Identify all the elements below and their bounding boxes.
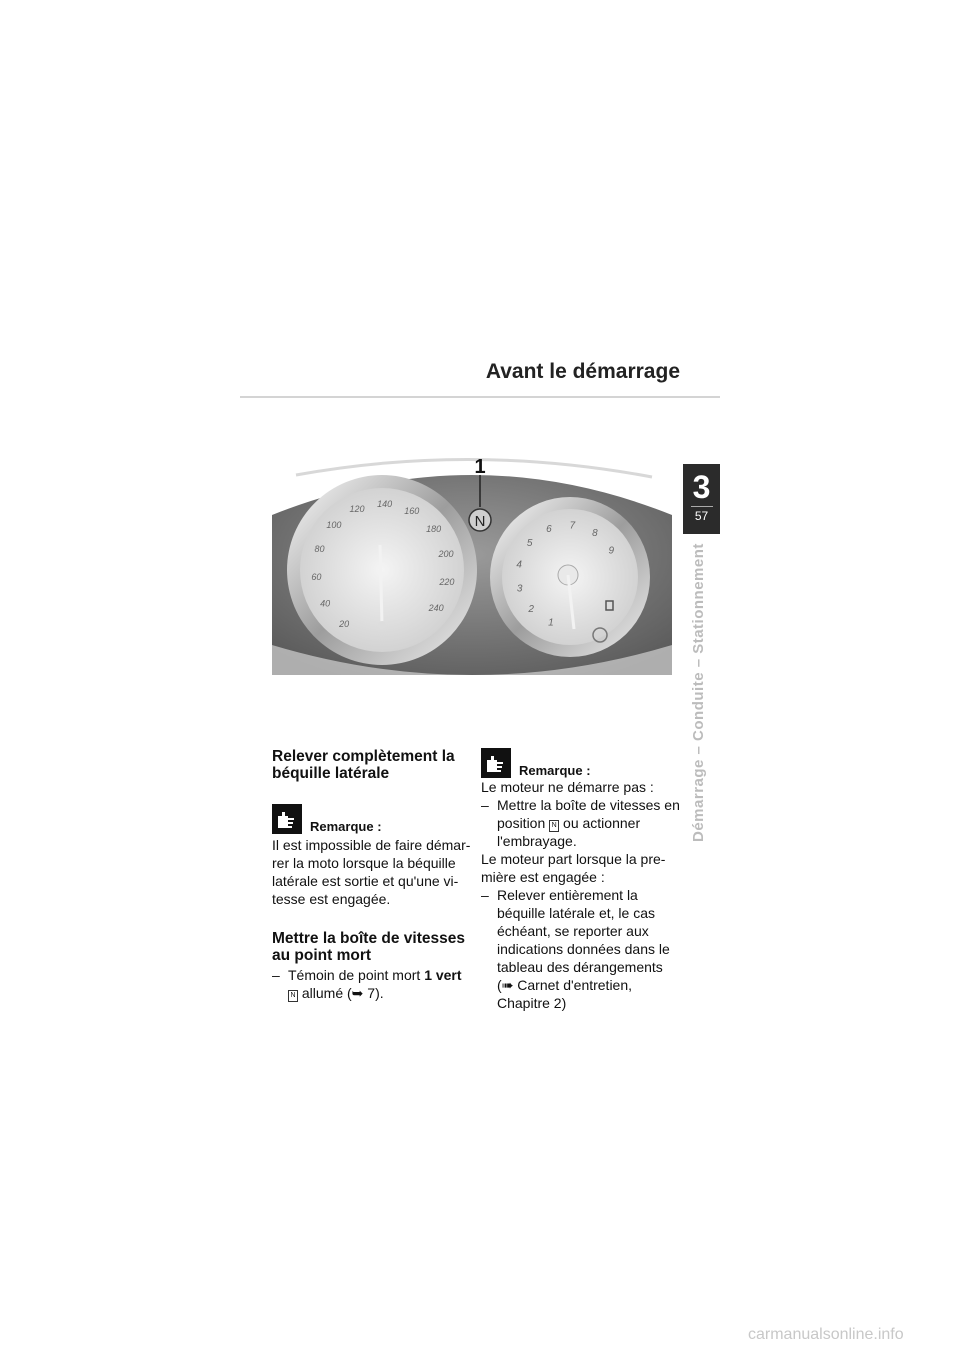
speedometer-tick-label: 40 (320, 598, 331, 609)
tachometer-tick-label: 7 (569, 520, 576, 532)
note-block-right (481, 748, 681, 778)
page-title: Avant le démarrage (485, 360, 680, 383)
chapter-tab-divider (691, 506, 713, 507)
tachometer-tick-label: 2 (528, 604, 534, 616)
right-column (481, 748, 681, 1012)
footer-watermark: carmanualsonline.info (748, 1326, 904, 1343)
tachometer-tick-label: 3 (516, 583, 523, 595)
tachometer-tick-label: 5 (526, 538, 533, 550)
note-hand-icon (481, 748, 511, 778)
speedometer-tick-label: 120 (349, 503, 365, 514)
speedometer-tick-label: 160 (404, 506, 420, 517)
note-hand-icon (272, 804, 302, 834)
speedometer-tick-label: 80 (314, 543, 325, 554)
instruction-neutral-or-clutch: – Mettre la boîte de vitesses en position N ou actionner l'embrayage. (481, 796, 681, 850)
instrument-cluster-figure (272, 445, 672, 675)
header-divider (240, 396, 720, 398)
tachometer-tick-label: 9 (608, 545, 615, 557)
speedometer-tick-label: 200 (438, 548, 454, 559)
instruction-raise-sidestand: – Relever entièrement la béquille latérale et, le cas échéant, se reporter aux indications données dans le tableau des dérangements (➠ Carnet d'entretien, Chapitre 2) (481, 886, 681, 1012)
speedometer-tick-label: 140 (377, 499, 393, 510)
speedometer-tick-label: 180 (426, 523, 442, 534)
chapter-side-label: Démarrage – Conduite – Stationnement (690, 543, 707, 842)
neutral-indicator-instruction: – Témoin de point mort 1 vert N allumé (➥ 7). (272, 966, 472, 1002)
neutral-symbol-icon: N (549, 820, 559, 832)
note-header (272, 804, 472, 834)
left-column (272, 748, 472, 1002)
chapter-tab (683, 464, 720, 534)
neutral-indicator-letter: N (474, 513, 486, 530)
note-block (272, 804, 472, 908)
speedometer-tick-label: 240 (428, 602, 444, 613)
callout-number: 1 (474, 456, 486, 478)
tachometer-tick-label: 6 (546, 524, 552, 536)
tachometer-tick-label: 1 (548, 617, 554, 629)
note-header-right (481, 748, 681, 778)
engine-first-gear-text: Le moteur part lorsque la pre-mière est engagée : (481, 851, 666, 885)
note-text: Il est impossible de faire démar-rer la moto lorsque la béquille latérale est sortie et qu'une vi-tesse est engagée. (272, 837, 471, 907)
instrument-cluster-illustration (272, 445, 672, 675)
note-title: Remarque : (519, 763, 591, 778)
tachometer-tick-label: 8 (592, 528, 598, 540)
engine-no-start-text: Le moteur ne démarre pas : (481, 779, 654, 795)
speedometer-tick-label: 20 (339, 619, 350, 630)
speedometer-tick-label: 100 (326, 519, 342, 530)
tachometer-tick-label: 4 (516, 559, 522, 571)
page-number: 57 (694, 509, 709, 523)
neutral-symbol-icon: N (288, 990, 298, 1002)
section-title-sidestand: Relever complètement la béquille latérale (272, 748, 455, 782)
speedometer-needle (380, 545, 382, 625)
chapter-number: 3 (692, 469, 711, 505)
speedometer-tick-label: 60 (311, 571, 322, 582)
section-title-neutral: Mettre la boîte de vitesses au point mort (272, 930, 465, 964)
note-title: Remarque : (310, 819, 382, 834)
speedometer-tick-label: 220 (439, 577, 455, 587)
